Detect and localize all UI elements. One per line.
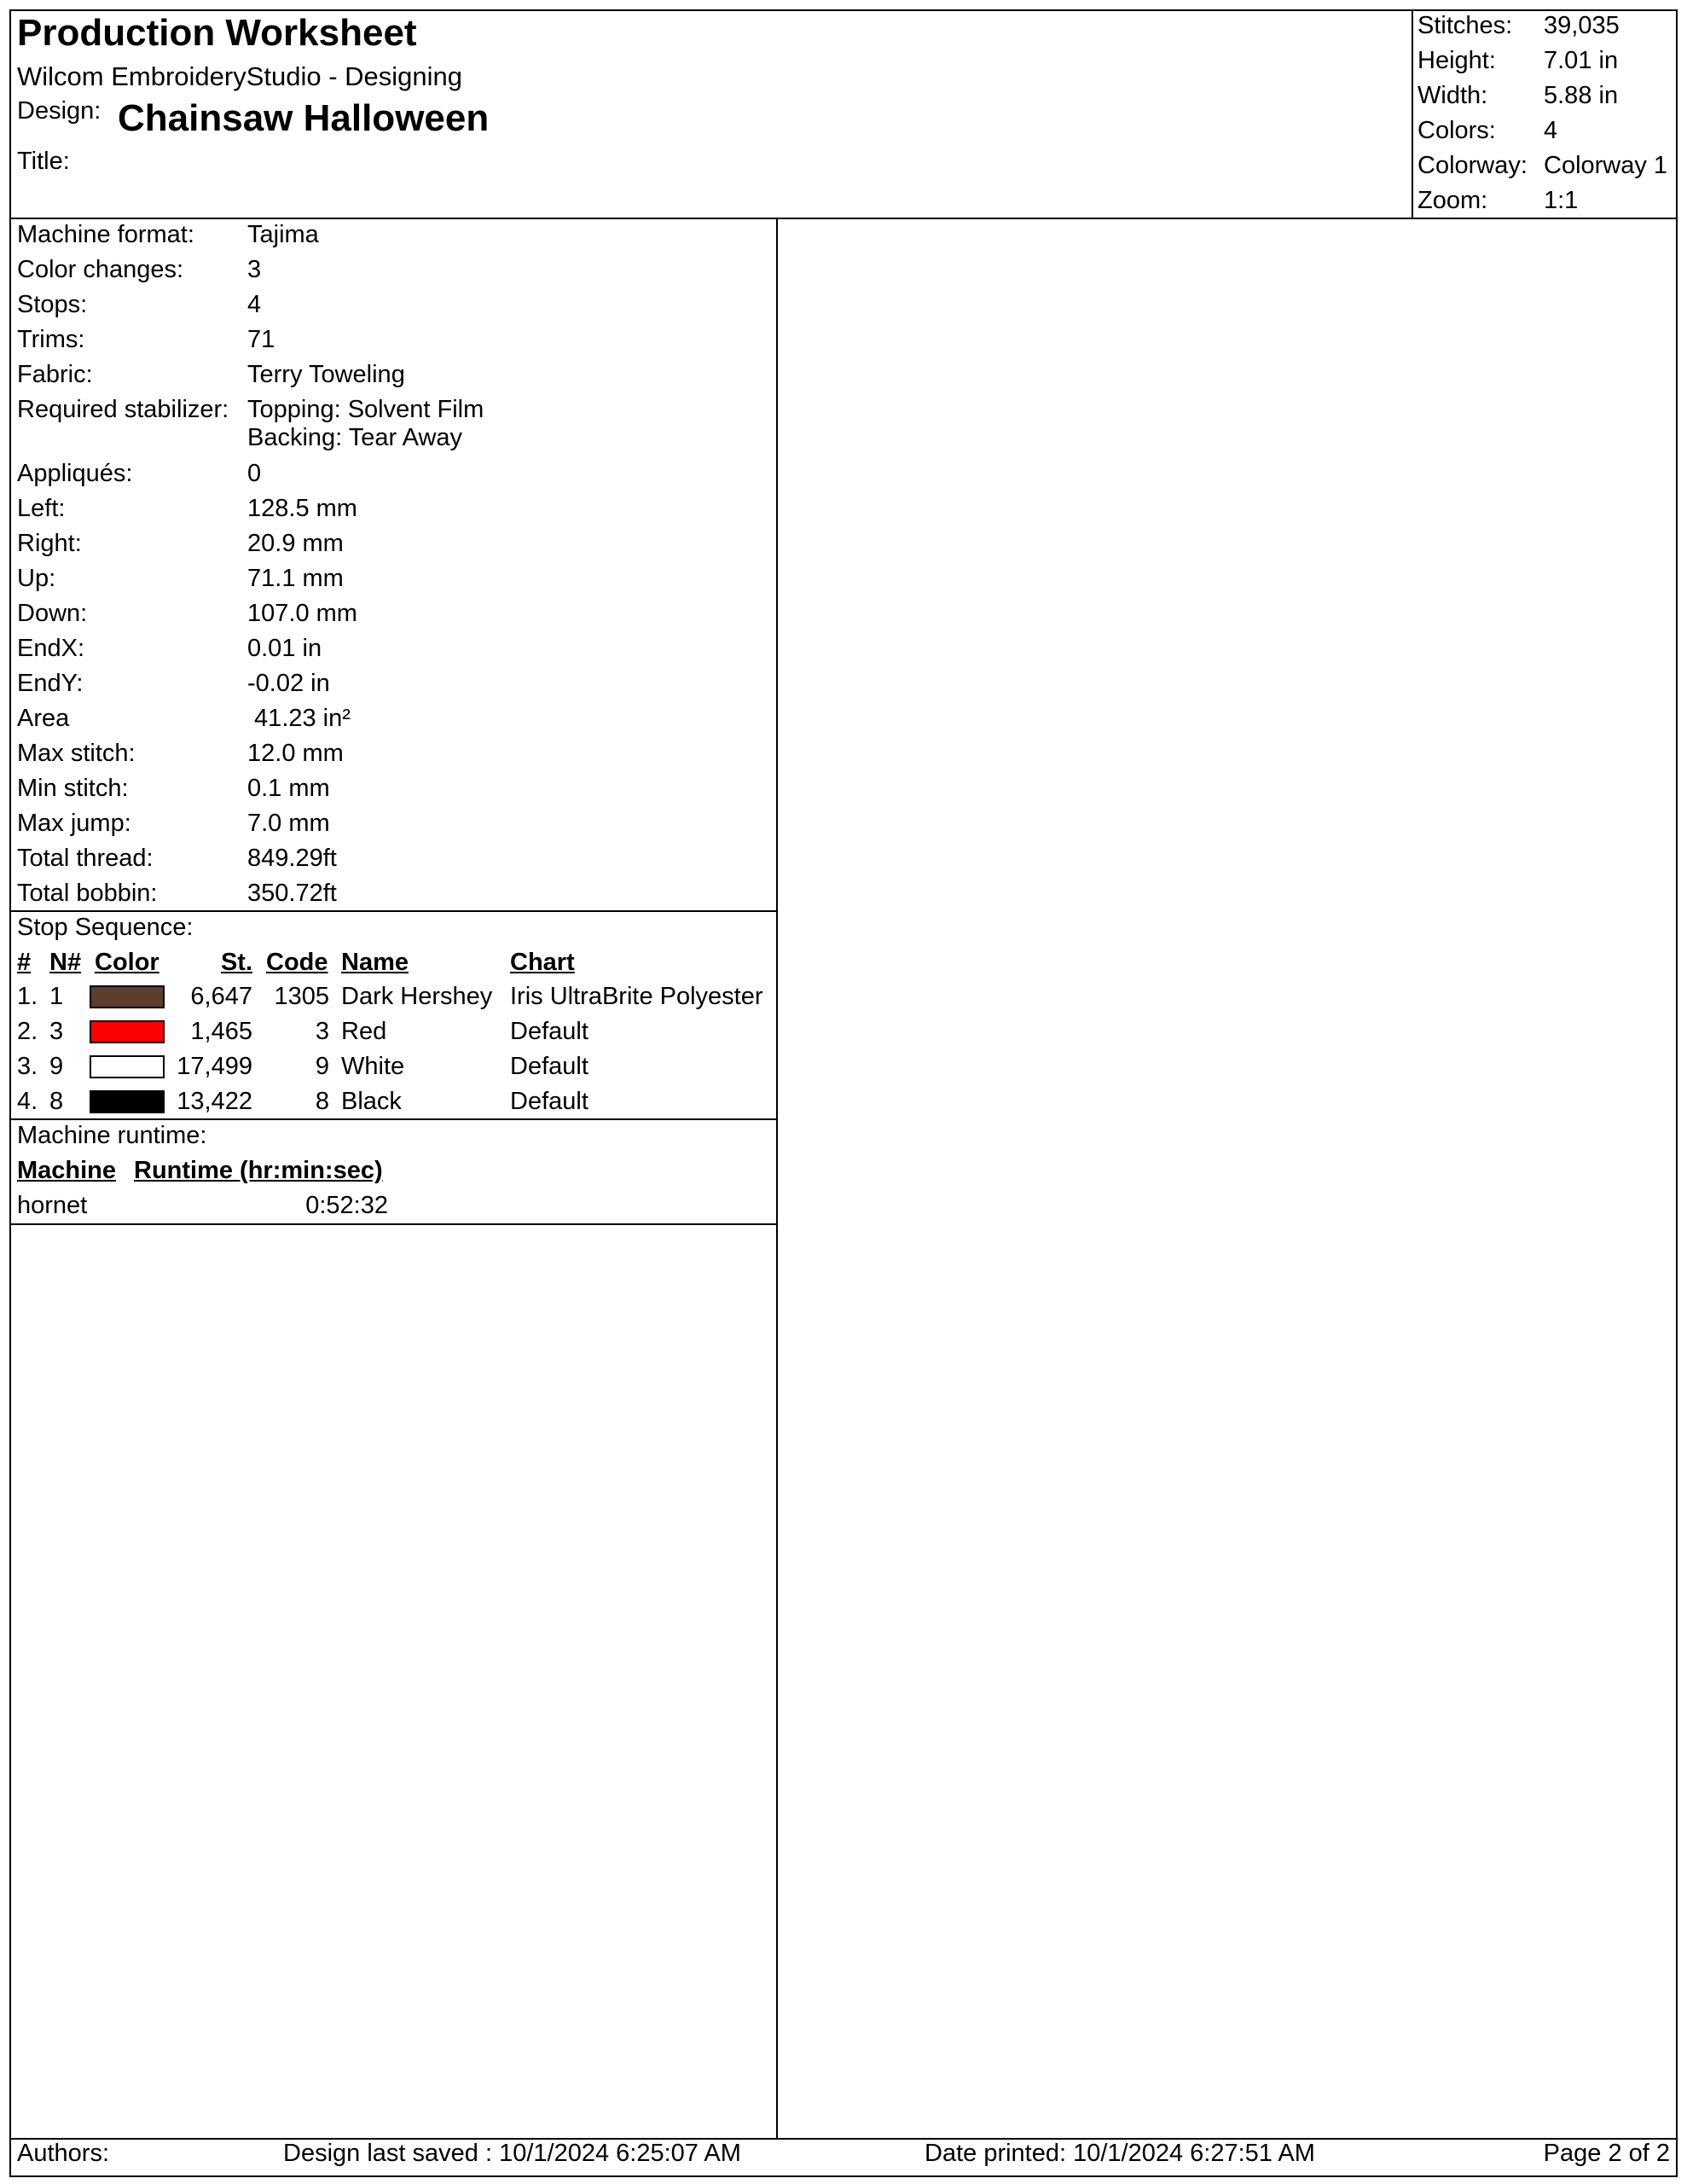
color-swatch (90, 1055, 165, 1078)
col-header-runtime: Runtime (hr:min:sec) (134, 1157, 383, 1184)
col-header-machine: Machine (17, 1157, 117, 1184)
stats-divider (1412, 9, 1413, 219)
footer-last-saved: Design last saved : 10/1/2024 6:25:07 AM (283, 2140, 741, 2167)
design-label: Design: (17, 97, 101, 125)
stop-sequence-label: Stop Sequence: (17, 914, 194, 941)
design-name: Chainsaw Halloween (118, 97, 490, 139)
color-swatch (90, 1020, 165, 1043)
footer-divider (9, 2138, 1678, 2140)
frame-left (9, 9, 11, 2177)
runtime-bottom-divider (9, 1223, 778, 1225)
frame-bottom (9, 2175, 1678, 2177)
machine-runtime-label: Machine runtime: (17, 1122, 207, 1149)
title-label: Title: (17, 148, 70, 175)
footer-page-number: Page 2 of 2 (1543, 2140, 1670, 2167)
footer-authors: Authors: (17, 2140, 109, 2167)
footer-date-printed: Date printed: 10/1/2024 6:27:51 AM (925, 2140, 1315, 2167)
col-header-chart: Chart (510, 949, 575, 976)
col-header-needle: N# (49, 949, 82, 976)
color-swatch (90, 1090, 165, 1113)
col-header-name: Name (341, 949, 409, 976)
page-title: Production Worksheet (17, 12, 417, 54)
software-subtitle: Wilcom EmbroideryStudio - Designing (17, 61, 463, 91)
col-header-stitches: St. (220, 949, 252, 976)
col-header-num: # (17, 949, 32, 976)
col-header-code: Code (266, 949, 328, 976)
color-swatch (90, 985, 165, 1008)
left-column-divider (776, 218, 778, 2140)
col-header-color: Color (95, 949, 159, 976)
frame-right (1676, 9, 1678, 2177)
